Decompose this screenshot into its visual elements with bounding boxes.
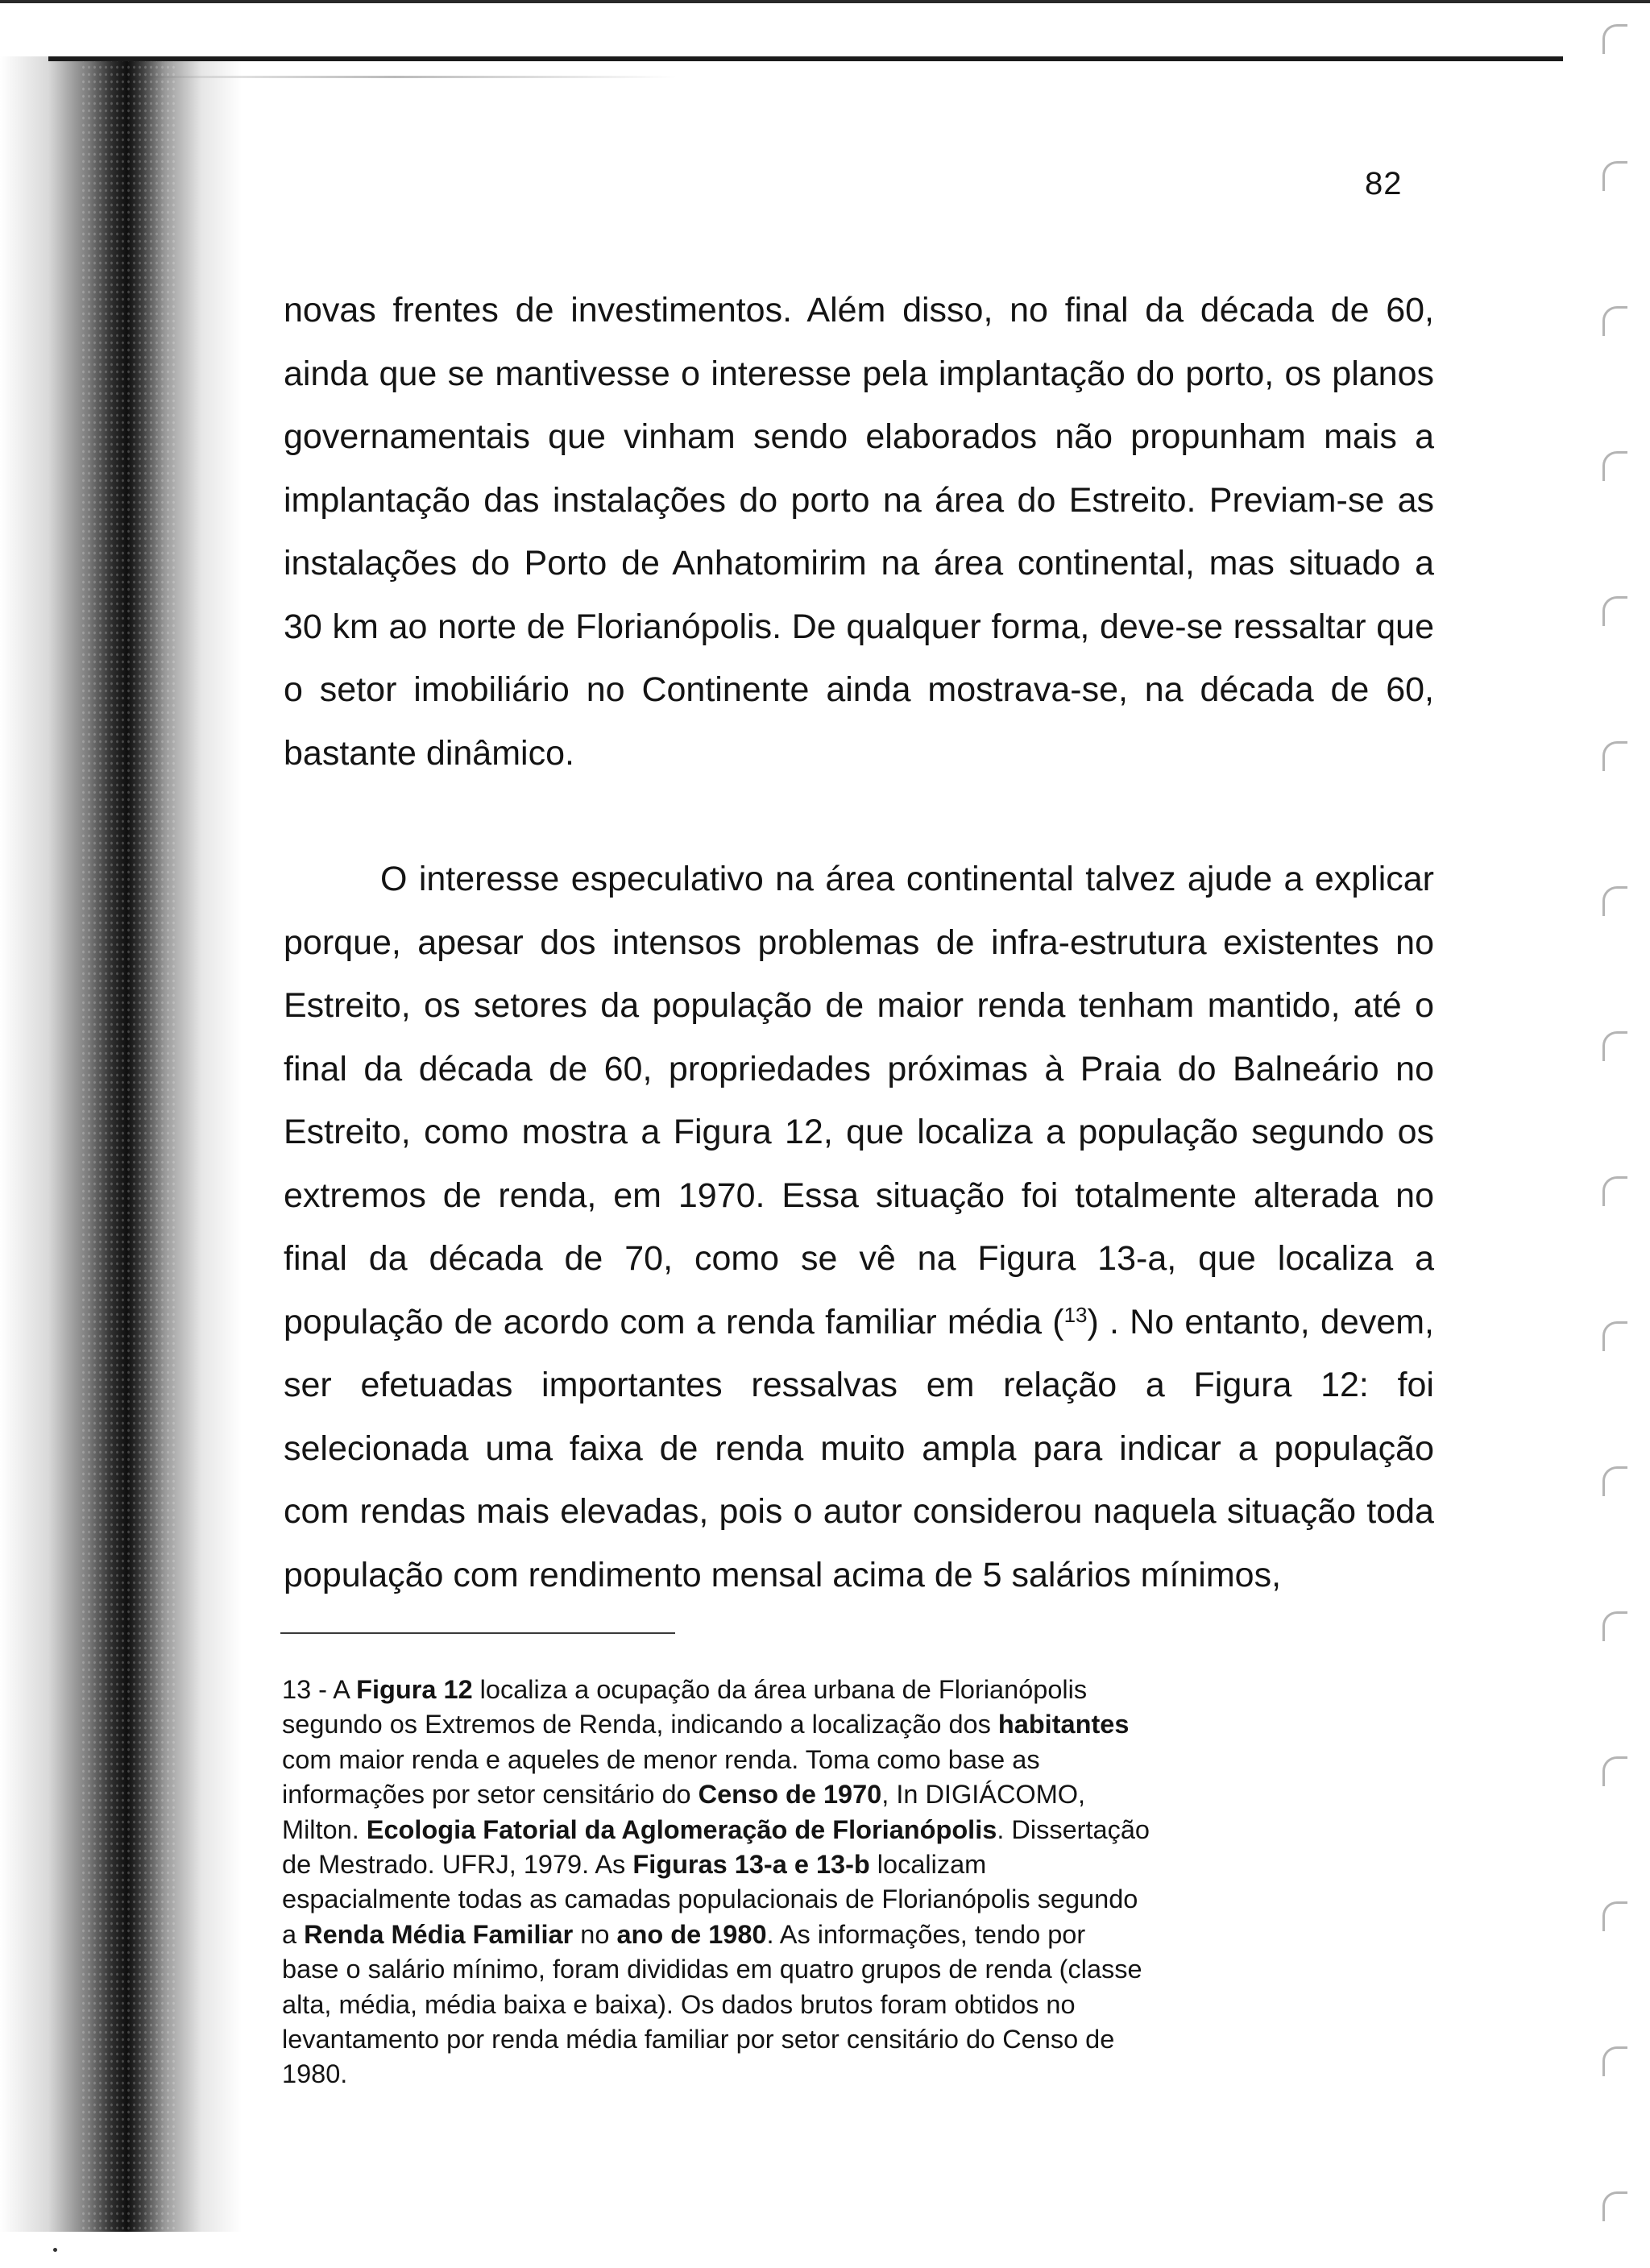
footnote-line [282, 1813, 1289, 1847]
footnote-reference[interactable]: 13 [1063, 1302, 1088, 1327]
footnote-text: 1980. [282, 2059, 348, 2089]
scan-speck [53, 2248, 57, 2252]
paragraph-2 [284, 848, 1434, 1607]
footnote-bold-text: Ecologia Fatorial da Aglomeração de Florianópolis [366, 1814, 997, 1844]
footnote-text: localiza a ocupação da área urbana de Florianópolis [472, 1675, 1088, 1704]
footnote-text: . As informações, tendo por [766, 1919, 1086, 1949]
top-border [0, 0, 1650, 3]
footnote-bold-text: Renda Média Familiar [304, 1919, 574, 1949]
footnote-bold-text: Figura 12 [356, 1675, 473, 1704]
footnote-text: no [573, 1919, 617, 1949]
edge-mark [1602, 1466, 1627, 1496]
edge-mark [1602, 1611, 1627, 1641]
footnote-text: segundo os Extremos de Renda, indicando a localização dos [282, 1710, 998, 1739]
footnote-text: localizam [869, 1850, 987, 1880]
text-line: mais a implantação das instalações do porto na área do Estreito. [284, 417, 1434, 520]
footnote-text: Milton. [282, 1814, 367, 1844]
footnote-text: espacialmente todas as camadas populacionais de Florianópolis segundo [282, 1884, 1138, 1914]
footnote-text: , In DIGIÁCOMO, [881, 1780, 1086, 1810]
edge-mark [1602, 451, 1627, 481]
footnote-line [282, 1777, 1289, 1812]
footnote-text: levantamento por renda média familiar por setor censitário do Censo de [282, 2025, 1115, 2054]
text-line: com rendas mais elevadas, pois o autor considerou naquela situação [284, 1492, 1357, 1531]
text-line: ainda que se mantivesse o interesse pela implantação do porto, os [284, 354, 1321, 393]
edge-mark [1602, 2046, 1627, 2076]
edge-mark [1602, 161, 1627, 191]
page-number: 82 [1365, 166, 1403, 201]
text-line: Previam-se as instalações do Porto de Anhatomirim na área continental, [284, 480, 1435, 583]
footnote-text: alta, média, média baixa e baixa). Os dados brutos foram obtidos no [282, 1989, 1076, 2019]
text-line: selecionada uma faixa de renda muito ampla para indicar a população [284, 1428, 1434, 1468]
footnote-line [282, 1707, 1289, 1742]
footnote-line [282, 1952, 1289, 1987]
edge-mark [1602, 1031, 1627, 1061]
scan-smudge [113, 76, 677, 78]
edge-mark [1602, 1176, 1627, 1206]
text-line: década de 60, bastante dinâmico. [284, 670, 1434, 773]
edge-mark [1602, 1756, 1627, 1786]
text-line: se ressaltar que o setor imobiliário no Continente ainda mostrava-se, na [284, 607, 1434, 709]
footnote-text: de Mestrado. UFRJ, 1979. As [282, 1850, 633, 1880]
text-line: Estreito, os setores da população de maior renda tenham mantido, até o [284, 986, 1434, 1025]
edge-mark [1602, 1321, 1627, 1351]
footnote-text: informações por setor censitário do [282, 1780, 699, 1810]
footnote-bold-text: habitantes [997, 1710, 1130, 1739]
footnote-text: a [282, 1919, 305, 1949]
text-line: novas frentes de investimentos. Além disso, no final da década de 60, [284, 291, 1434, 330]
footnote-line [282, 1918, 1289, 1952]
footnote-line [282, 1673, 1289, 1707]
edge-mark [1602, 24, 1627, 54]
scan-binding-speckle [81, 56, 177, 2232]
edge-mark [1602, 2191, 1627, 2221]
footnote-line [282, 1847, 1289, 1882]
paragraph-1 [284, 279, 1434, 785]
text-line: devem, ser efetuadas importantes ressalvas em relação a Figura 12: foi [284, 1302, 1434, 1404]
text-line: planos governamentais que vinham sendo elaborados não propunham [284, 354, 1434, 456]
footnote-line [282, 2022, 1289, 2057]
footnote-text: 13 - A [282, 1675, 357, 1704]
edge-mark [1602, 886, 1627, 916]
footnote-separator [280, 1632, 675, 1634]
footnote-line [282, 1743, 1289, 1777]
text-line: população de acordo com a renda familiar média ( [284, 1302, 1064, 1341]
footnote-line [282, 1882, 1289, 1917]
footnote-line [282, 2057, 1289, 2092]
text-line: final da década de 60, propriedades próximas à Praia do Balneário no [284, 1049, 1434, 1088]
text-line: toda população com rendimento mensal acima de 5 salários mínimos, [284, 1492, 1434, 1594]
text-line: extremos de renda, em 1970. Essa situação foi totalmente alterada no [284, 1175, 1434, 1215]
footnote-text: . Dissertação [997, 1814, 1150, 1844]
text-line: Estreito, como mostra a Figura 12, que localiza a população segundo os [284, 1113, 1434, 1151]
footnote-bold-text: ano de 1980 [616, 1919, 767, 1949]
footnote-line [282, 1988, 1289, 2022]
text-line: mas situado a 30 km ao norte de Florianópolis. De qualquer forma, deve- [284, 544, 1434, 646]
header-rule [48, 56, 1563, 61]
text-line: ) . No entanto, [1087, 1302, 1310, 1341]
edge-mark [1602, 596, 1627, 626]
footnote-text: base o salário mínimo, foram divididas em quatro grupos de renda (classe [282, 1955, 1142, 1984]
footnote-text: com maior renda e aqueles de menor renda. Toma como base as [282, 1744, 1040, 1774]
footnote-13 [282, 1673, 1289, 2092]
edge-mark [1602, 741, 1627, 771]
footnote-bold-text: Figuras 13-a e 13-b [632, 1850, 870, 1880]
edge-mark [1602, 306, 1627, 336]
text-line: O interesse especulativo na área continental talvez ajude a explicar [380, 860, 1434, 898]
edge-mark [1602, 1901, 1627, 1931]
scan-page-edge [1561, 0, 1650, 2268]
text-line: porque, apesar dos intensos problemas de infra-estrutura existentes no [284, 923, 1434, 962]
footnote-bold-text: Censo de 1970 [698, 1780, 882, 1810]
text-line: final da década de 70, como se vê na Figura 13-a, que localiza a [284, 1239, 1434, 1278]
